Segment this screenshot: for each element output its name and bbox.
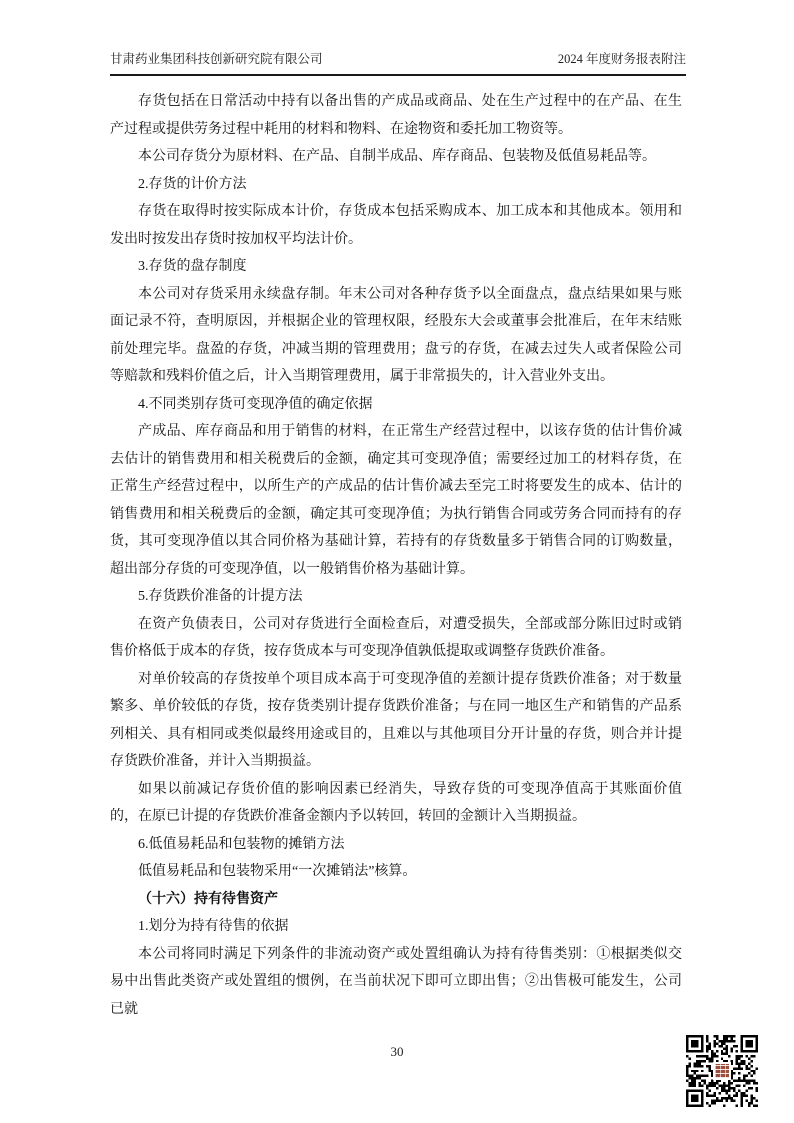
section-heading: 1.划分为持有待售的依据 <box>138 919 289 934</box>
body-paragraph: 存货包括在日常活动中持有以备出售的产成品或商品、处在生产过程中的在产品、在生产过程或提供劳务过程中耗用的材料和物料、在途物资和委托加工物资等。 <box>110 94 682 137</box>
page-header <box>110 50 686 76</box>
body-paragraph: 本公司对存货采用永续盘存制。年末公司对各种存货予以全面盘点，盘点结果如果与账面记录不符，查明原因，并根据企业的管理权限，经股东大会或董事会批准后，在年末结账前处理完毕。盘盈的存货，冲减当期的管理费用；盘亏的存货，在减去过失人或者保险公司等赔款和残料价值之后，计入当期管理费用，属于非常损失的，计入营业外支出。 <box>110 286 682 384</box>
page-number: 30 <box>390 1044 404 1059</box>
section-heading-bold: （十六）持有待售资产 <box>138 891 278 907</box>
qr-center-logo-icon <box>713 1062 731 1080</box>
body-paragraph: 存货在取得时按实际成本计价，存货成本包括采购成本、加工成本和其他成本。领用和发出时按发出存货时按加权平均法计价。 <box>110 204 682 247</box>
section-heading: 3.存货的盘存制度 <box>138 259 247 274</box>
header-company-name: 甘肃药业集团科技创新研究院有限公司 <box>110 52 323 66</box>
section-heading: 6.低值易耗品和包装物的摊销方法 <box>138 836 345 852</box>
body-paragraph: 低值易耗品和包装物采用“一次摊销法”核算。 <box>138 864 417 879</box>
body-paragraph: 本公司存货分为原材料、在产品、自制半成品、库存商品、包装物及低值易耗品等。 <box>138 149 656 164</box>
qr-code-icon <box>686 1035 758 1107</box>
section-heading: 2.存货的计价方法 <box>138 176 247 192</box>
body-paragraph: 产成品、库存商品和用于销售的材料，在正常生产经营过程中，以该存货的估计售价减去估计的销售费用和相关税费后的金额，确定其可变现净值；需要经过加工的材料存货，在正常生产经营过程中，以所生产的产成品的估计售价减去至完工时将要发生的成本、估计的销售费用和相关税费后的金额，确定其可变现净值；为执行销售合同或劳务合同而持有的存货，其可变现净值以其合同价格为基础计算，若持有的存货数量多于销售合同的订购数量，超出部分存货的可变现净值，以一般销售价格为基础计算。 <box>110 424 682 577</box>
document-body <box>110 88 682 1023</box>
body-paragraph: 对单价较高的存货按单个项目成本高于可变现净值的差额计提存货跌价准备；对于数量繁多、单价较低的存货，按存货类别计提存货跌价准备；与在同一地区生产和销售的产品系列相关、具有相同或类似最终用途或目的，且难以与其他项目分开计量的存货，则合并计提存货跌价准备，并计入当期损益。 <box>110 671 682 769</box>
section-heading: 5.存货跌价准备的计提方法 <box>138 589 303 604</box>
body-paragraph: 在资产负债表日，公司对存货进行全面检查后，对遭受损失，全部或部分陈旧过时或销售价格低于成本的存货，按存货成本与可变现净值孰低提取或调整存货跌价准备。 <box>110 616 682 659</box>
body-paragraph: 如果以前减记存货价值的影响因素已经消失，导致存货的可变现净值高于其账面价值的，在原已计提的存货跌价准备金额内予以转回，转回的金额计入当期损益。 <box>110 781 682 824</box>
section-heading: 4.不同类别存货可变现净值的确定依据 <box>138 396 373 412</box>
header-doc-title: 2024 年度财务报表附注 <box>557 52 686 66</box>
body-paragraph: 本公司将同时满足下列条件的非流动资产或处置组确认为持有待售类别：①根据类似交易中出售此类资产或处置组的惯例，在当前状况下即可立即出售；②出售极可能发生，公司已就 <box>110 946 682 1017</box>
